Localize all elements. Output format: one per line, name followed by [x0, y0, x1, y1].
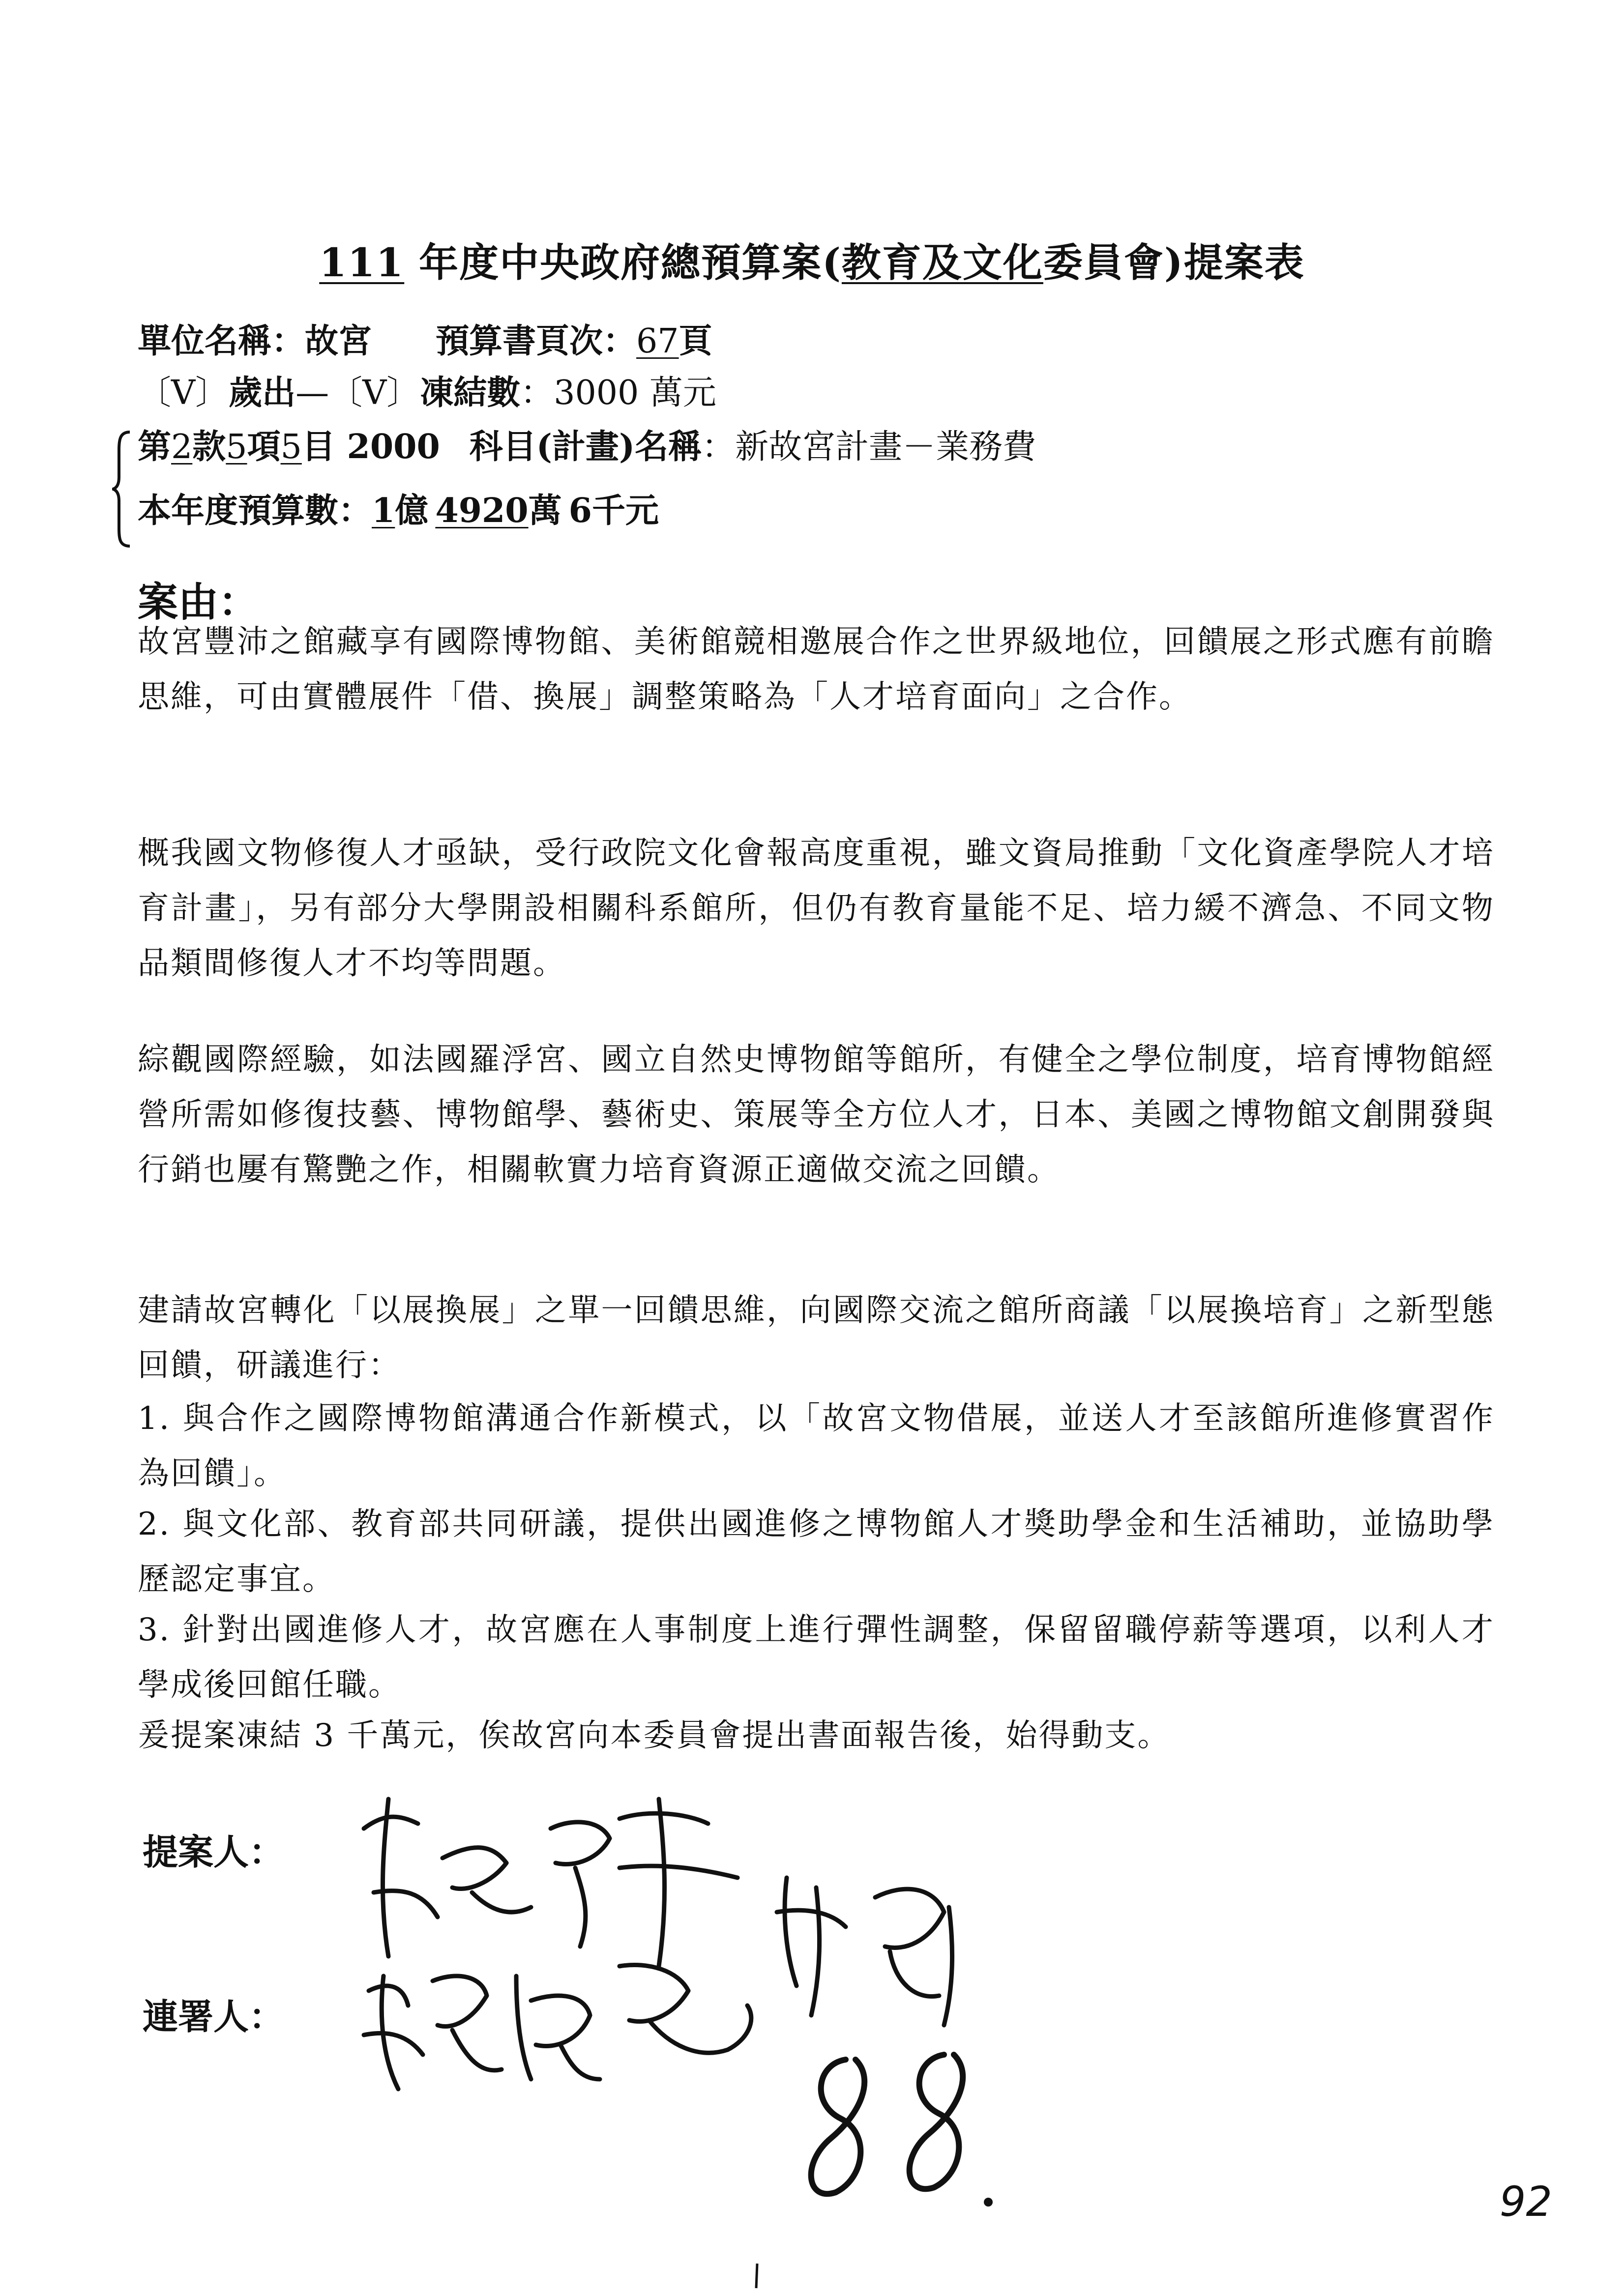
proposer-label: 提案人： — [143, 1831, 285, 1873]
item-kuan: 2 — [171, 428, 193, 466]
item-xiang: 5 — [226, 428, 247, 466]
paragraph-3: 綜觀國際經驗，如法國羅浮宮、國立自然史博物館等館所，有健全之學位制度，培育博物館經營所需如修復技藝、博物館學、藝術史、策展等全方位人才，日本、美國之博物館文創開發與行銷也屢有驚艷之作，相關軟實力培育資源正適做交流之回饋。 — [138, 1042, 1495, 1188]
budget-wan: 4920 — [435, 491, 529, 530]
handwritten-number-glyphs — [787, 2035, 1008, 2251]
page-label: 預算書頁次： — [436, 321, 637, 361]
paragraph-1: 故宮豐沛之館藏享有國際博物館、美術館競相邀展合作之世界級地位，回饋展之形式應有前瞻思維，可由實體展件「借、換展」調整策略為「人才培育面向」之合作。 — [138, 624, 1495, 715]
unit-line — [138, 315, 712, 362]
budget-yi: 1 — [372, 491, 395, 530]
freeze-label: 凍結數 — [420, 373, 521, 412]
title-text-a: 年度中央政府總預算案( — [404, 239, 842, 286]
budget-yi-unit: 億 — [395, 491, 429, 530]
page-value: 67 — [636, 322, 679, 361]
budget-qian-unit: 千元 — [591, 491, 659, 530]
title-text-b: 委員會)提案表 — [1043, 239, 1305, 286]
type-separator: — — [295, 374, 329, 412]
list-item-2: 2. 與文化部、教育部共同研議，提供出國進修之博物館人才獎助學金和生活補助，並協助學歷認定事宜。 — [138, 1506, 1495, 1598]
unit-label: 單位名稱： — [138, 321, 305, 361]
title-year: 111 — [319, 239, 405, 286]
item-p1: 第 — [138, 427, 172, 466]
item-p4: 目 2000 — [301, 427, 440, 466]
bottom-tick-mark — [752, 2261, 762, 2291]
proposer-signature — [344, 1770, 787, 1976]
list-item-3: 3. 針對出國進修人才，故宮應在人事制度上進行彈性調整，保留留職停薪等選項，以利人才學成後回館任職。 — [138, 1612, 1495, 1703]
budget-line — [138, 484, 659, 532]
title-committee: 教育及文化 — [841, 239, 1043, 286]
subject-value: 新故宮計畫－業務費 — [735, 428, 1036, 466]
page-suffix: 頁 — [679, 321, 712, 361]
item-p2: 款 — [192, 427, 226, 466]
list-item-1: 1. 與合作之國際博物館溝通合作新模式，以「故宮文物借展，並送人才至該館所進修實習作為回饋」。 — [138, 1400, 1495, 1492]
item-mu: 5 — [280, 428, 302, 466]
subject-colon: ： — [702, 428, 736, 466]
budget-qian: 6 — [568, 491, 592, 530]
subject-label: 科目(計畫)名稱 — [469, 427, 702, 466]
freeze-amount: 3000 萬元 — [554, 374, 716, 412]
check-expenditure: 〔V〕 — [138, 374, 229, 412]
unit-value: 故宮 — [305, 321, 372, 361]
freeze-statement: 爰提案凍結 3 千萬元，俟故宮向本委員會提出書面報告後，始得動支。 — [138, 1717, 1171, 1754]
page-title — [0, 231, 1624, 288]
bracket-mark — [112, 430, 132, 548]
check-freeze: 〔V〕 — [329, 374, 420, 412]
cosigner-label: 連署人： — [143, 1996, 285, 2037]
freeze-colon: ： — [520, 374, 554, 412]
page-mark: 92 — [1500, 2178, 1552, 2226]
reason-heading: 案由： — [138, 579, 259, 626]
handwritten-number — [787, 2035, 1008, 2251]
item-p3: 項 — [247, 427, 281, 466]
type-line — [138, 366, 716, 414]
budget-wan-unit: 萬 — [528, 491, 562, 530]
cosigner-signature-1 — [354, 1947, 777, 2109]
paragraph-4: 建請故宮轉化「以展換展」之單一回饋思維，向國際交流之館所商議「以展換培育」之新型態回饋，研議進行： — [138, 1292, 1495, 1384]
paragraph-2: 概我國文物修復人才亟缺，受行政院文化會報高度重視，雖文資局推動「文化資產學院人才培育計畫」，另有部分大學開設相關科系館所，但仍有教育量能不足、培力緩不濟急、不同文物品類間修復人才不均等問題。 — [138, 835, 1495, 982]
budget-label: 本年度預算數： — [138, 491, 372, 530]
item-line — [138, 420, 1036, 468]
expenditure-label: 歲出 — [229, 373, 296, 412]
cosigner-signature-2 — [767, 1858, 993, 2055]
